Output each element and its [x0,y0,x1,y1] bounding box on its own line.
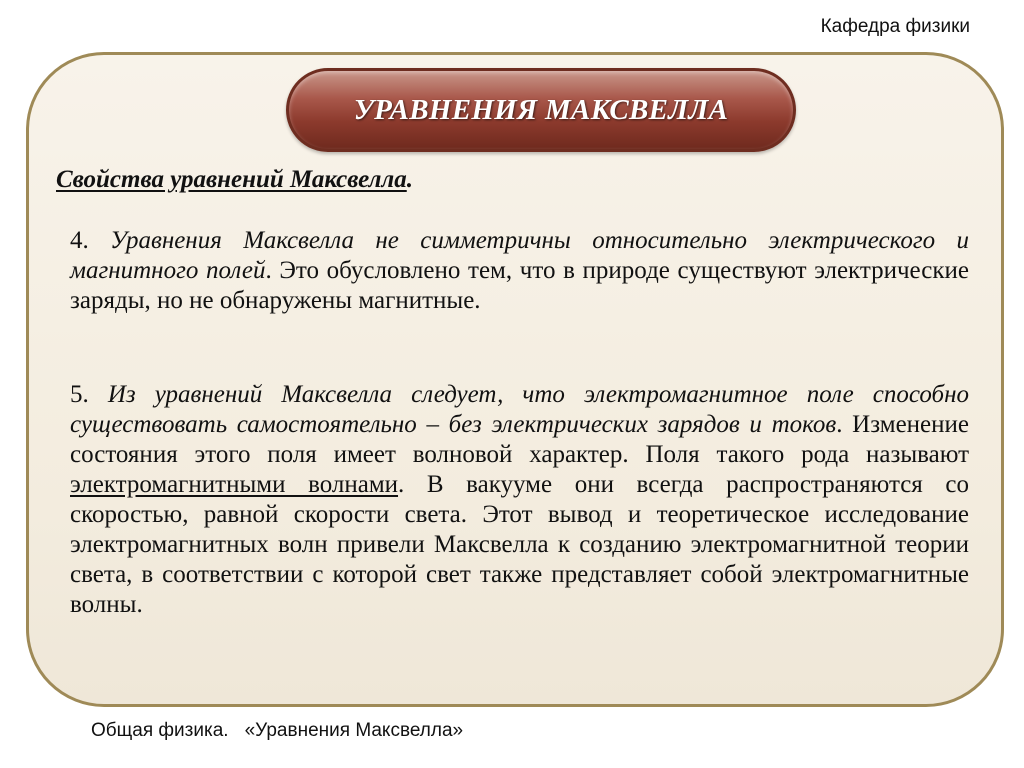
property-4-text: . Это обусловлено тем, что в природе существуют электрические заряды, но не обнаружены магнитные. [70,257,969,314]
em-waves-link[interactable]: электромагнитными волнами [70,471,399,498]
property-4-paragraph [70,226,969,316]
property-5-number: 5. [70,381,89,408]
footer [91,720,463,742]
property-5-text-after-link: . В вакууме они всегда распространяются со скоростью, равной скорости света. Этот вывод и теоретическое исследование электромагнитных волн привели Максвелла к созданию электромагнитной теории света, в соответствии с которой свет также представляет собой электромагнитные волны. [70,471,969,618]
property-5-emphasis: Из уравнений Максвелла следует, что электромагнитное поле способно существовать самостоятельно – без электрических зарядов и токов [70,381,969,438]
slide-title: УРАВНЕНИЯ МАКСВЕЛЛА [353,93,729,126]
property-5-paragraph [70,380,969,620]
property-4-emphasis: Уравнения Максвелла не симметричны относительно электрического и магнитного полей [70,227,969,284]
department-label: Кафедра физики [820,16,970,37]
footer-course: Общая физика. [91,720,229,741]
section-heading-text: Свойства уравнений Максвелла [56,166,407,193]
property-4-number: 4. [70,227,89,254]
section-heading-punct: . [406,166,413,193]
section-heading [56,166,413,194]
slide-title-banner [286,68,796,152]
footer-topic: «Уравнения Максвелла» [244,720,464,741]
property-5-text-before-link: . Изменение состояния этого поля имеет волновой характер. Поля такого рода называют [70,411,969,468]
